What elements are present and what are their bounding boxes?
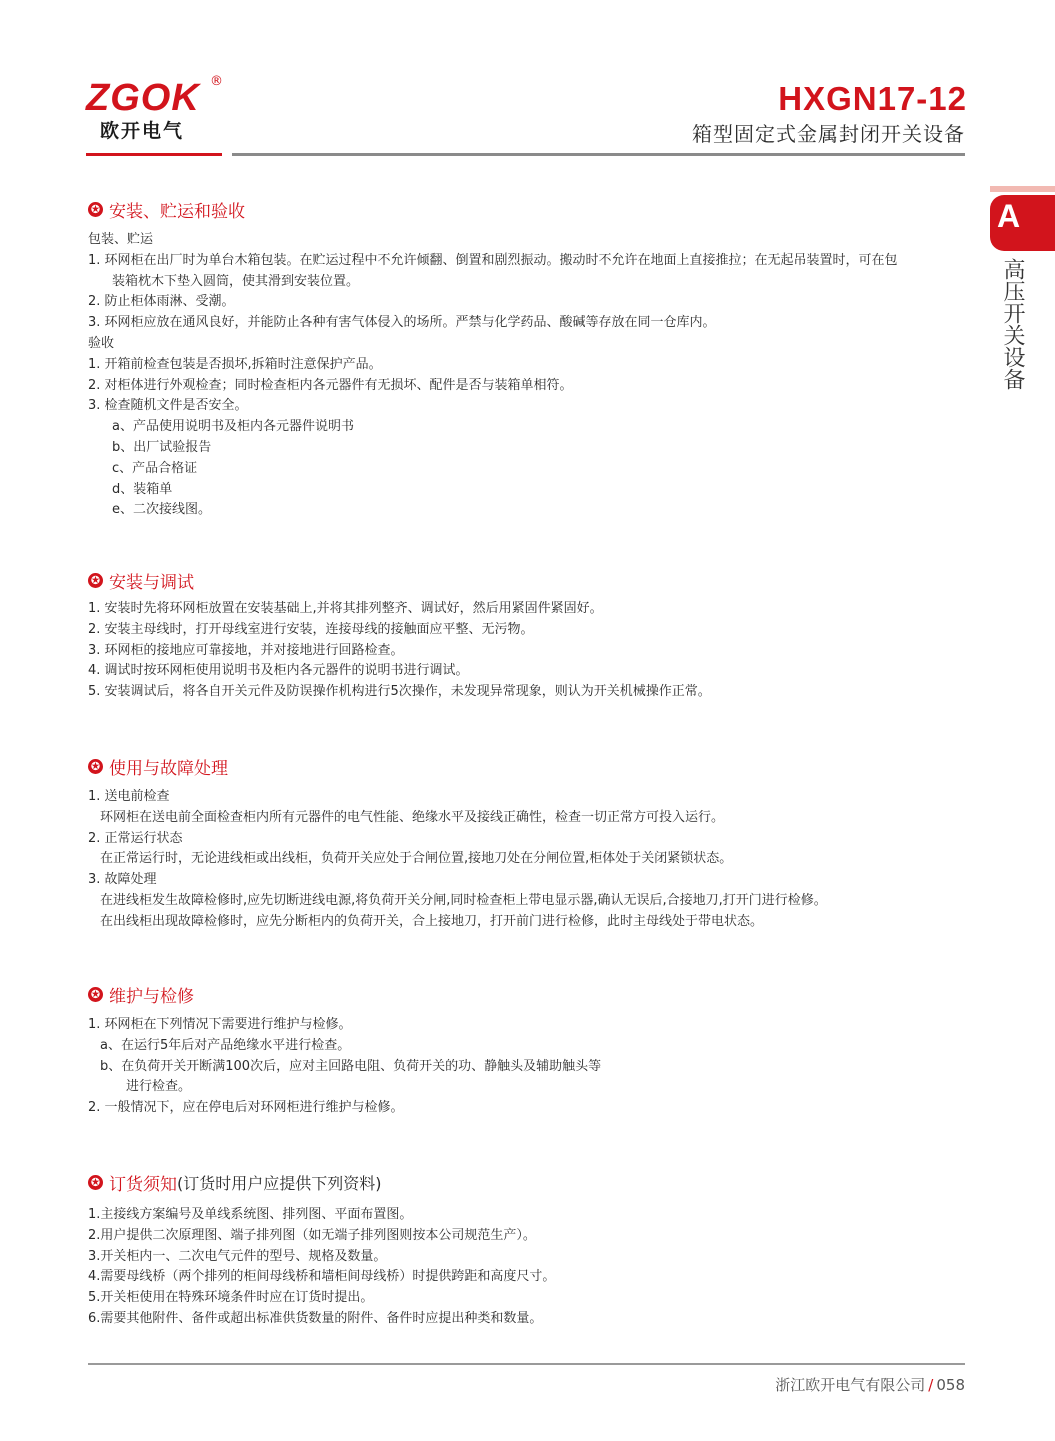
text-line: 进行检查。 (126, 1079, 192, 1095)
text-line: a、产品使用说明书及柜内各元器件说明书 (112, 419, 354, 435)
text-line: b、在负荷开关开断满100次后，应对主回路电阻、负荷开关的功、静触头及辅助触头等 (100, 1058, 602, 1074)
text-line: 5. 安装调试后，将各自开关元件及防误操作机构进行5次操作，未发现异常现象，则认为开关机械操作正常。 (88, 684, 711, 700)
text-line: 在出线柜出现故障检修时，应先分断柜内的负荷开关，合上接地刀，打开前门进行检修，此时主母线处于带电状态。 (100, 913, 764, 929)
text-line: c、产品合格证 (112, 460, 198, 476)
text-line: 6.需要其他附件、备件或超出标准供货数量的附件、备件时应提出种类和数量。 (88, 1310, 543, 1326)
text-line: 2. 正常运行状态 (88, 830, 183, 846)
logo-chinese-name: 欧开电气 (100, 120, 185, 142)
star-icon: ✪ (88, 573, 103, 588)
logo-underline (86, 153, 222, 156)
footer-company: 浙江欧开电气有限公司 (775, 1376, 926, 1394)
text-line: 1.主接线方案编号及单线系统图、排列图、平面布置图。 (88, 1207, 413, 1222)
star-icon: ✪ (88, 759, 103, 774)
text-line: 1. 安装时先将环网柜放置在安装基础上,并将其排列整齐、调试好，然后用紧固件紧固好。 (88, 601, 603, 616)
text-line: b、出厂试验报告 (112, 439, 212, 455)
text-line: 在正常运行时，无论进线柜或出线柜，负荷开关应处于合闸位置,接地刀处在分闸位置,柜体处于关闭紧锁状态。 (100, 851, 733, 867)
text-line: 1. 环网柜在出厂时为单台木箱包装。在贮运过程中不允许倾翻、倒置和剧烈振动。搬动时不允许在地面上直接推拉；在无起吊装置时，可在包 (88, 252, 898, 268)
text-line: 1. 开箱前检查包装是否损坏,拆箱时注意保护产品。 (88, 356, 382, 372)
text-line: e、二次接线图。 (112, 502, 211, 518)
section-title: 订货须知 (109, 1174, 177, 1195)
section-title: 使用与故障处理 (109, 758, 228, 779)
section-install-transport (88, 196, 968, 521)
text-line: 包装、贮运 (88, 232, 154, 247)
text-line: 环网柜在送电前全面检查柜内所有元器件的电气性能、绝缘水平及接线正确性，检查一切正常方可投入运行。 (100, 809, 725, 825)
product-model: HXGN17-12 (778, 80, 967, 117)
section-maintenance (88, 981, 968, 1119)
footer-separator: / (928, 1376, 934, 1394)
text-line: 2.用户提供二次原理图、端子排列图（如无端子排列图则按本公司规范生产）。 (88, 1227, 536, 1243)
text-line: 2. 一般情况下，应在停电后对环网柜进行维护与检修。 (88, 1100, 404, 1116)
text-line: 装箱枕木下垫入圆筒，使其滑到安装位置。 (112, 273, 360, 289)
text-line: 在进线柜发生故障检修时,应先切断进线电源,将负荷开关分闸,同时检查柜上带电显示器,确认无误后,合接地刀,打开门进行检修。 (100, 892, 827, 908)
side-tab-label: 高压开关设备 (1000, 258, 1025, 390)
text-line: 1. 送电前检查 (88, 789, 170, 804)
section-install-debug (88, 567, 968, 703)
text-line: a、在运行5年后对产品绝缘水平进行检查。 (100, 1037, 351, 1053)
side-tab-letter: A (997, 198, 1021, 234)
text-line: 验收 (88, 335, 115, 351)
text-line: 5.开关柜使用在特殊环境条件时应在订货时提出。 (88, 1290, 374, 1306)
section-ordering (88, 1169, 968, 1330)
footer (775, 1374, 965, 1395)
logo-wordmark: ZGOK (86, 77, 200, 119)
text-line: 2. 对柜体进行外观检查；同时检查柜内各元器件有无损坏、配件是否与装箱单相符。 (88, 377, 573, 393)
page-number: 058 (936, 1376, 965, 1394)
star-icon: ✪ (88, 202, 103, 217)
side-tab-accent (990, 186, 1055, 192)
text-line: 3. 故障处理 (88, 872, 157, 888)
text-line: 3. 检查随机文件是否安全。 (88, 398, 248, 414)
section-usage-fault (88, 753, 968, 933)
section-title: 维护与检修 (109, 986, 194, 1007)
text-line: 4. 调试时按环网柜使用说明书及柜内各元器件的说明书进行调试。 (88, 663, 469, 679)
section-title: 安装、贮运和验收 (109, 201, 245, 222)
text-line: 1. 环网柜在下列情况下需要进行维护与检修。 (88, 1017, 352, 1032)
section-note: (订货时用户应提供下列资料) (177, 1173, 382, 1193)
text-line: 4.需要母线桥（两个排列的柜间母线桥和墙柜间母线桥）时提供跨距和高度尺寸。 (88, 1269, 556, 1285)
header-divider (232, 153, 965, 156)
section-title: 安装与调试 (109, 572, 194, 593)
footer-divider (88, 1363, 965, 1365)
company-logo (86, 74, 226, 144)
text-line: d、装箱单 (112, 481, 173, 497)
star-icon: ✪ (88, 1175, 103, 1190)
text-line: 3. 环网柜的接地应可靠接地，并对接地进行回路检查。 (88, 642, 404, 658)
registered-mark: ® (210, 74, 223, 89)
product-subtitle: 箱型固定式金属封闭开关设备 (692, 122, 965, 146)
text-line: 3. 环网柜应放在通风良好，并能防止各种有害气体侵入的场所。严禁与化学药品、酸碱等存放在同一仓库内。 (88, 315, 716, 331)
text-line: 3.开关柜内一、二次电气元件的型号、规格及数量。 (88, 1248, 387, 1264)
star-icon: ✪ (88, 987, 103, 1002)
text-line: 2. 安装主母线时，打开母线室进行安装，连接母线的接触面应平整、无污物。 (88, 621, 534, 637)
text-line: 2. 防止柜体雨淋、受潮。 (88, 294, 235, 310)
